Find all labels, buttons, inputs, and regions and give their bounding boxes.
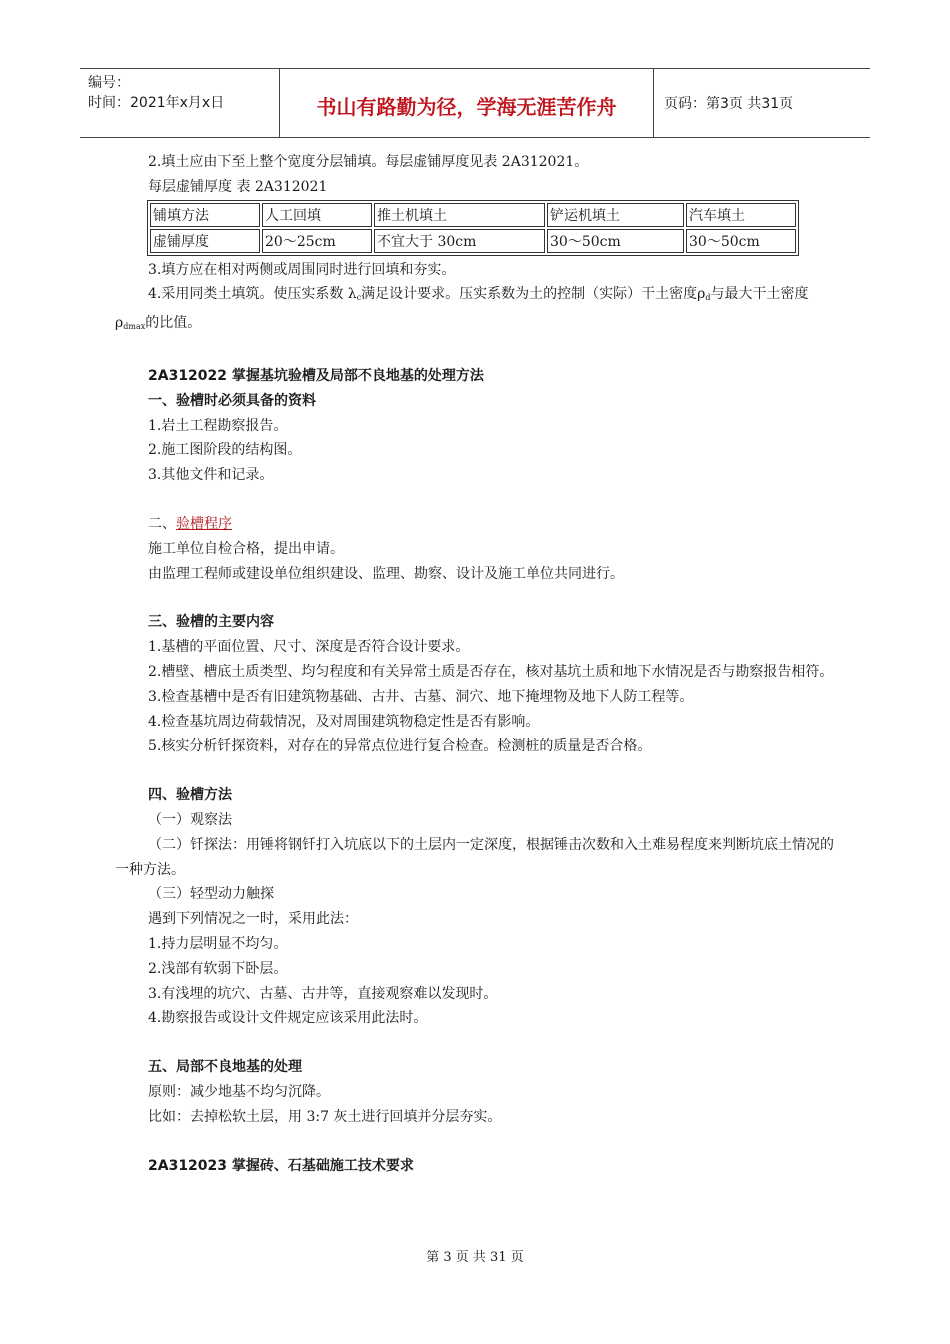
list-item: 2.槽壁、槽底土质类型、均匀程度和有关异常土质是否存在，核对基坑土质和地下水情况是否与勘察报告相符。 xyxy=(148,663,834,680)
text-run: 的比值。 xyxy=(145,315,202,332)
section-heading-2a312022: 2A312022 掌握基坑验槽及局部不良地基的处理方法 xyxy=(148,367,484,384)
table-header-row xyxy=(150,203,796,227)
heading-prefix: 二、 xyxy=(148,515,176,532)
list-item: 原则：减少地基不均匀沉降。 xyxy=(148,1083,330,1100)
table-cell: 30～50cm xyxy=(547,229,684,253)
list-item: 3.其他文件和记录。 xyxy=(148,467,274,484)
list-item: （三）轻型动力触探 xyxy=(148,886,274,903)
heading-required-documents: 一、验槽时必须具备的资料 xyxy=(148,392,316,409)
heading-inspection-content: 三、验槽的主要内容 xyxy=(148,614,274,631)
list-item: 2.施工图阶段的结构图。 xyxy=(148,442,302,459)
paragraph-fill-4 xyxy=(115,282,840,340)
subscript-c: c xyxy=(356,293,362,303)
list-item: 4.勘察报告或设计文件规定应该采用此法时。 xyxy=(148,1010,428,1027)
list-item: 1.岩土工程勘察报告。 xyxy=(148,417,288,434)
list-item: 施工单位自检合格，提出申请。 xyxy=(148,540,344,557)
spacer xyxy=(115,759,840,783)
text-run: 与最大干土密度 ρ xyxy=(115,286,809,332)
list-item: 2.浅部有软弱下卧层。 xyxy=(148,960,288,977)
list-item: 4.检查基坑周边荷载情况，及对周围建筑物稳定性是否有影响。 xyxy=(148,713,540,730)
subscript-dmax: dmax xyxy=(123,322,146,332)
subscript-d: d xyxy=(705,293,711,303)
header-meta xyxy=(80,69,280,137)
table-cell: 铺填方法 xyxy=(150,203,260,227)
text-run: ρ xyxy=(697,286,706,303)
inspection-procedure-link[interactable]: 验槽程序 xyxy=(176,515,232,532)
table-cell: 汽车填土 xyxy=(686,203,796,227)
spacer xyxy=(115,1130,840,1154)
heading-inspection-methods: 四、验槽方法 xyxy=(148,787,232,804)
spacer xyxy=(115,488,840,512)
list-item: 1.持力层明显不均匀。 xyxy=(148,935,288,952)
list-item: 5.核实分析钎探资料，对存在的异常点位进行复合检查。检测桩的质量是否合格。 xyxy=(148,738,652,755)
spacer xyxy=(115,1031,840,1055)
table-cell: 推土机填土 xyxy=(374,203,545,227)
list-item: 遇到下列情况之一时，采用此法： xyxy=(148,911,358,928)
table-row xyxy=(150,229,796,253)
text-run: 满足设计要求。压实系数为土的控制（实际）干土密度 xyxy=(361,286,698,303)
list-item: （二）钎探法：用锤将钢钎打入坑底以下的土层内一定深度，根据锤击次数和入土难易程度来判断坑底土情况的一种方法。 xyxy=(115,836,834,878)
document-body xyxy=(115,150,840,1178)
paragraph-fill-3: 3.填方应在相对两侧或周围同时进行回填和夯实。 xyxy=(148,261,456,278)
table-caption: 每层虚铺厚度 表 2A312021 xyxy=(148,178,328,195)
page-header xyxy=(80,68,870,138)
spacer xyxy=(115,340,840,364)
header-code: 编号： xyxy=(88,75,130,91)
heading-poor-foundation: 五、局部不良地基的处理 xyxy=(148,1059,302,1076)
header-page-info: 页码：第3页 共31页 xyxy=(664,96,794,112)
list-item: 由监理工程师或建设单位组织建设、监理、勘察、设计及施工单位共同进行。 xyxy=(148,565,624,582)
table-cell: 虚铺厚度 xyxy=(150,229,260,253)
heading-inspection-procedure xyxy=(115,512,840,537)
spacer xyxy=(115,586,840,610)
list-item: 比如：去掉松软土层，用 3:7 灰土进行回填并分层夯实。 xyxy=(148,1108,502,1125)
header-time: 时间：2021年x月x日 xyxy=(88,95,225,111)
fill-thickness-table xyxy=(147,200,799,256)
table-cell: 30～50cm xyxy=(686,229,796,253)
paragraph-fill-2: 2.填土应由下至上整个宽度分层铺填。每层虚铺厚度见表 2A312021。 xyxy=(148,154,589,170)
list-item: 3.有浅埋的坑穴、古墓、古井等，直接观察难以发现时。 xyxy=(148,985,498,1002)
list-item: （一）观察法 xyxy=(148,811,232,828)
page-footer: 第 3 页 共 31 页 xyxy=(426,1250,524,1265)
section-heading-2a312023: 2A312023 掌握砖、石基础施工技术要求 xyxy=(148,1157,414,1174)
list-item: 3.检查基槽中是否有旧建筑物基础、古井、古墓、洞穴、地下掩埋物及地下人防工程等。 xyxy=(148,688,694,705)
list-item: 1.基槽的平面位置、尺寸、深度是否符合设计要求。 xyxy=(148,639,470,656)
table-cell: 人工回填 xyxy=(262,203,372,227)
text-run: 4.采用同类土填筑。使压实系数 λ xyxy=(148,286,357,303)
header-motto: 书山有路勤为径，学海无涯苦作舟 xyxy=(280,69,654,137)
table-cell: 不宜大于 30cm xyxy=(374,229,545,253)
table-cell: 20～25cm xyxy=(262,229,372,253)
table-cell: 铲运机填土 xyxy=(547,203,684,227)
